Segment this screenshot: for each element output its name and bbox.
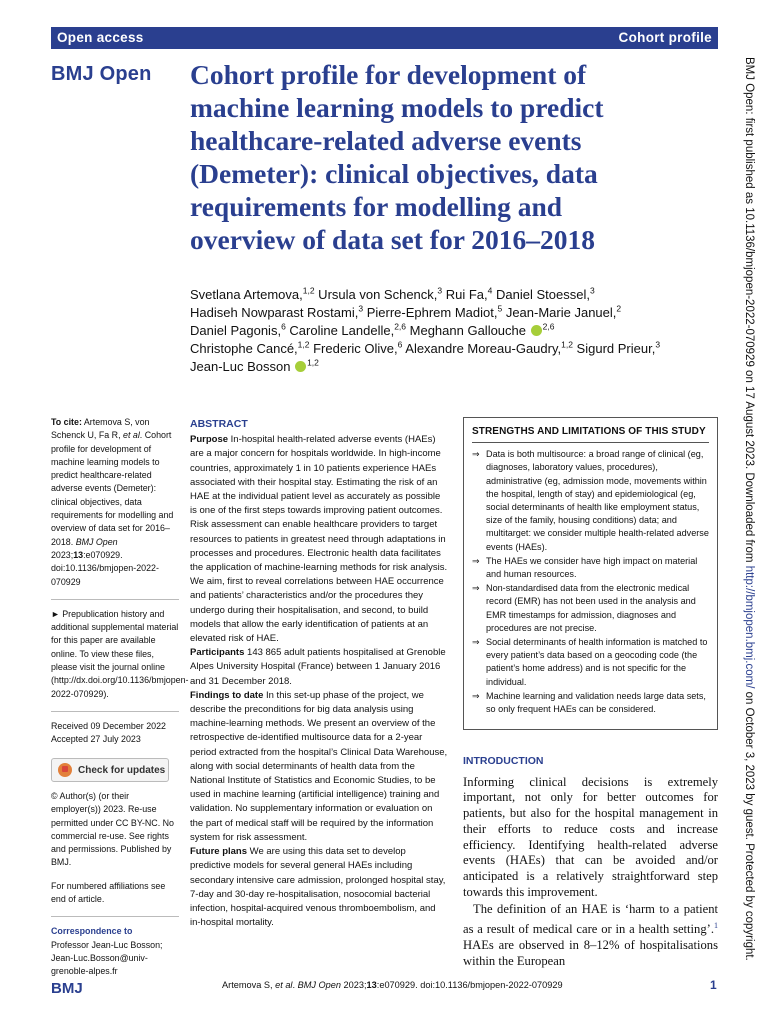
arrow-icon: ⇒ bbox=[472, 690, 480, 701]
strengths-item-text: Data is both multisource: a broad range of clinical (eg, diagnoses, laboratory values, procedures), administrative (eg, admission mode, movements within the hospital, length of stay) and epidemiological (eg, social determinants of health like employment status, size of the family, housing conditions) data; and multitarget: we consider multiple health-related adverse events (HAEs). bbox=[486, 449, 709, 552]
cite-text: Artemova S, von Schenck U, Fa R, bbox=[51, 417, 150, 441]
author-name[interactable]: Ursula von Schenck, bbox=[314, 287, 438, 302]
author-name[interactable]: Caroline Landelle, bbox=[285, 323, 395, 338]
affiliation-ref: 1,2 bbox=[297, 339, 310, 350]
abstract-future bbox=[190, 845, 448, 930]
cite-text: . Cohort profile for development of machine learning models to predict healthcare-related adverse events (Demeter): clinical objectives, data requirements for modelling and overview of data set for 2016–2018. bbox=[51, 430, 174, 547]
copyright-notice: © Author(s) (or their employer(s)) 2023. Re-use permitted under CC BY-NC. No commercial re-use. See rights and permissions. Published by BMJ. bbox=[51, 791, 174, 868]
abstract-participants bbox=[190, 646, 448, 689]
footer-cite-etal: et al bbox=[275, 980, 293, 990]
accepted-date: Accepted 27 July 2023 bbox=[51, 734, 141, 745]
findings-label: Findings to date bbox=[190, 689, 264, 701]
cite-doi[interactable]: :e070929. doi:10.1136/bmjopen-2022-070929 bbox=[51, 549, 159, 587]
author-name[interactable]: Frederic Olive, bbox=[309, 341, 398, 356]
future-text: We are using this data set to develop predictive models for several general HAEs including secondary intensive care admission, prolonged hospital stay, 7-day and 30-day re-hospitalisation, nosocomial bacterial infection, hospital-acquired venous thromboembolism, and in-hospital mortality. bbox=[190, 846, 446, 929]
strengths-item bbox=[472, 582, 709, 635]
strengths-item-text: Machine learning and validation needs large data sets, so only frequent HAEs can be considered. bbox=[486, 690, 706, 715]
reference-link[interactable]: 1 bbox=[714, 921, 718, 931]
side-note-text: BMJ Open: first published as 10.1136/bmjopen-2022-070929 on 17 August 2023. Downloaded from bbox=[743, 57, 755, 566]
strengths-item bbox=[472, 448, 709, 554]
author-line bbox=[190, 358, 720, 376]
bmj-footer-logo[interactable]: BMJ bbox=[51, 980, 83, 997]
intro-paragraph bbox=[463, 902, 718, 969]
footer-citation bbox=[222, 980, 563, 990]
cite-label: To cite: bbox=[51, 417, 82, 427]
affiliation-ref: 3 bbox=[437, 285, 443, 296]
intro-text: The definition of an HAE is ‘harm to a patient as a result of medical care or in a health setting’. bbox=[463, 902, 718, 937]
cite-text: 2023; bbox=[51, 549, 74, 560]
author-name[interactable]: Pierre-Ephrem Madiot, bbox=[363, 305, 498, 320]
intro-paragraph: Informing clinical decisions is extremely important, not only for better outcomes for patients, but also for the hospital management in their efforts to reduce costs and increase efficiency. Identifying health-related adverse events (HAEs) that can be avoided and/or anticipated is a relatively straightforward step towards this improvement. bbox=[463, 774, 718, 899]
arrow-icon: ⇒ bbox=[472, 637, 480, 648]
affiliation-ref: 2,6 bbox=[394, 321, 407, 332]
divider bbox=[51, 599, 179, 600]
strengths-item-text: Social determinants of health information is matched to every patient’s data based on a geocoding code (the patient’s home address) and is not specific for the individual. bbox=[486, 637, 708, 687]
author-name[interactable]: Daniel Stoessel, bbox=[492, 287, 590, 302]
strengths-item bbox=[472, 690, 709, 716]
author-name[interactable]: Christophe Cancé, bbox=[190, 341, 298, 356]
correspondence-details[interactable]: Professor Jean-Luc Bosson; Jean-Luc.Bosson@univ-grenoble-alpes.fr bbox=[51, 939, 163, 977]
author-name[interactable]: Sigurd Prieur, bbox=[572, 341, 656, 356]
footer-cite-text: 2023; bbox=[341, 980, 367, 990]
participants-label: Participants bbox=[190, 647, 245, 659]
author-line bbox=[190, 304, 720, 322]
left-sidebar-lower bbox=[51, 790, 179, 979]
footer-cite-journal: BMJ Open bbox=[297, 980, 341, 990]
article-title bbox=[190, 58, 705, 256]
affiliations-note: For numbered affiliations see end of article. bbox=[51, 880, 166, 905]
affiliation-ref: 4 bbox=[487, 285, 493, 296]
participants-text: 143 865 adult patients hospitalised at Grenoble Alpes University Hospital (France) between 1 January 2016 and 31 December 2018. bbox=[190, 647, 446, 687]
affiliation-ref: 6 bbox=[281, 321, 286, 332]
page-number: 1 bbox=[710, 978, 717, 992]
affiliation-ref: 1,2 bbox=[302, 285, 315, 296]
author-name[interactable]: Svetlana Artemova, bbox=[190, 287, 303, 302]
cite-etal: et al bbox=[123, 430, 140, 441]
strengths-heading: STRENGTHS AND LIMITATIONS OF THIS STUDY bbox=[472, 425, 709, 443]
author-name[interactable]: Jean-Marie Januel, bbox=[502, 305, 617, 320]
author-name[interactable]: Alexandre Moreau-Gaudry, bbox=[402, 341, 562, 356]
author-name[interactable]: Daniel Pagonis, bbox=[190, 323, 282, 338]
strengths-list bbox=[472, 448, 709, 716]
cite-journal: BMJ Open bbox=[75, 536, 118, 547]
affiliation-ref: 1,2 bbox=[307, 357, 319, 368]
author-name[interactable]: Meghann Gallouche bbox=[406, 323, 530, 338]
introduction-heading: INTRODUCTION bbox=[463, 755, 544, 767]
title-line: overview of data set for 2016–2018 bbox=[190, 224, 596, 255]
footer-cite-text: Artemova S, bbox=[222, 980, 276, 990]
abstract-purpose bbox=[190, 433, 448, 646]
side-note-link[interactable]: http://bmjopen.bmj.com/ bbox=[743, 565, 755, 689]
strengths-item-text: Non-standardised data from the electronic medical record (EMR) has not been used in the analysis and EMR timestamps for admission, diagnoses and procedures are not precise. bbox=[486, 583, 696, 633]
findings-text: In this set-up phase of the project, we describe the preconditions for big data analysis using machine-learning methods. We present an overview of the retrospective de-identified multisource data for a 2-year period extracted from the hospital’s Clinical Data Warehouse, along with social determinants of health data from the National Institute of Statistics and Economic Studies, to be used in machine learning (artificial intelligence) training and validation. No supplementary information or evaluation on the part of medical staff will be required by the information system for risk assessment. bbox=[190, 689, 448, 843]
strengths-item-text: The HAEs we consider have high impact on material and human resources. bbox=[486, 555, 698, 580]
author-line bbox=[190, 286, 720, 304]
footer-cite-doi: :e070929. doi:10.1136/bmjopen-2022-070929 bbox=[376, 980, 563, 990]
purpose-label: Purpose bbox=[190, 434, 229, 446]
author-name[interactable]: Hadiseh Nowparast Rostami, bbox=[190, 305, 359, 320]
top-banner bbox=[51, 27, 718, 49]
received-date: Received 09 December 2022 bbox=[51, 720, 166, 731]
arrow-icon: ⇒ bbox=[472, 583, 480, 594]
check-for-updates-button[interactable] bbox=[51, 758, 169, 782]
future-label: Future plans bbox=[190, 846, 248, 858]
left-sidebar bbox=[51, 416, 189, 757]
abstract-findings bbox=[190, 689, 448, 845]
orcid-icon[interactable] bbox=[531, 325, 542, 336]
affiliation-ref: 5 bbox=[497, 303, 503, 314]
strengths-limitations-box bbox=[463, 417, 718, 730]
arrow-icon: ⇒ bbox=[472, 555, 480, 566]
title-line: requirements for modelling and bbox=[190, 191, 563, 222]
affiliation-ref: 3 bbox=[589, 285, 595, 296]
affiliation-ref: 3 bbox=[358, 303, 364, 314]
footer-cite-volume: 13 bbox=[366, 980, 377, 990]
title-line: healthcare-related adverse events bbox=[190, 125, 582, 156]
footer-cite-text: . bbox=[292, 980, 298, 990]
title-line: (Demeter): clinical objectives, data bbox=[190, 158, 598, 189]
author-list bbox=[190, 286, 720, 376]
cite-volume: 13 bbox=[73, 549, 84, 560]
abstract-heading: ABSTRACT bbox=[190, 418, 248, 430]
purpose-text: In-hospital health-related adverse events (HAEs) are a major concern for hospitals worldwide. In high-income countries, approximately 1 in 10 patients experience HAEs associated with their hospital stay. Estimating the risk of an HAE at the individual patient level as accurately as possible is one of the first steps towards improving patient outcomes. Risk assessment can enable healthcare providers to target resources to patients in greatest need through adaptations in processes and procedures. Electronic health data facilitates the application of machine-learning methods for risk analysis. We aim, first to reveal correlations between HAE occurrence and patients’ characteristics and/or the procedures they undergo during their hospitalisation, and second, to build models that allow the early identification of patients at an elevated risk of HAE. bbox=[190, 434, 448, 645]
introduction-section bbox=[463, 754, 718, 969]
divider bbox=[51, 916, 179, 917]
intro-text: HAEs are observed in 8–12% of hospitalisations within the European bbox=[463, 937, 718, 968]
strengths-item bbox=[472, 636, 709, 689]
author-name[interactable]: Jean-Luc Bosson bbox=[190, 359, 295, 374]
journal-logo[interactable]: BMJ Open bbox=[51, 63, 152, 85]
crossmark-icon bbox=[58, 763, 72, 777]
abstract-section bbox=[190, 417, 448, 930]
title-line: Cohort profile for development of bbox=[190, 59, 587, 90]
check-updates-label: Check for updates bbox=[78, 764, 166, 776]
affiliation-ref: 1,2 bbox=[561, 339, 573, 350]
article-type-label: Cohort profile bbox=[618, 30, 712, 45]
affiliation-ref: 2 bbox=[616, 303, 622, 314]
citation-block bbox=[51, 416, 179, 589]
affiliation-ref: 3 bbox=[655, 339, 661, 350]
side-note-text-end: on October 3, 2023 by guest. Protected by copyright. bbox=[743, 688, 755, 961]
title-line: machine learning models to predict bbox=[190, 92, 604, 123]
affiliation-ref: 6 bbox=[397, 339, 403, 350]
arrow-icon: ⇒ bbox=[472, 449, 480, 460]
author-line bbox=[190, 322, 720, 340]
divider bbox=[51, 711, 179, 712]
copyright-side-note bbox=[743, 57, 755, 961]
prepub-note[interactable]: ► Prepublication history and additional supplemental material for this paper are available online. To view these files, please visit the journal online (http://dx.doi.org/10.1136/bmjopen-2022-070929). bbox=[51, 608, 189, 699]
open-access-label: Open access bbox=[57, 30, 144, 45]
strengths-item bbox=[472, 555, 709, 581]
author-line bbox=[190, 340, 720, 358]
author-name[interactable]: Rui Fa, bbox=[442, 287, 488, 302]
affiliation-ref: 2,6 bbox=[542, 321, 555, 332]
correspondence-heading: Correspondence to bbox=[51, 926, 133, 937]
orcid-icon[interactable] bbox=[295, 361, 306, 372]
